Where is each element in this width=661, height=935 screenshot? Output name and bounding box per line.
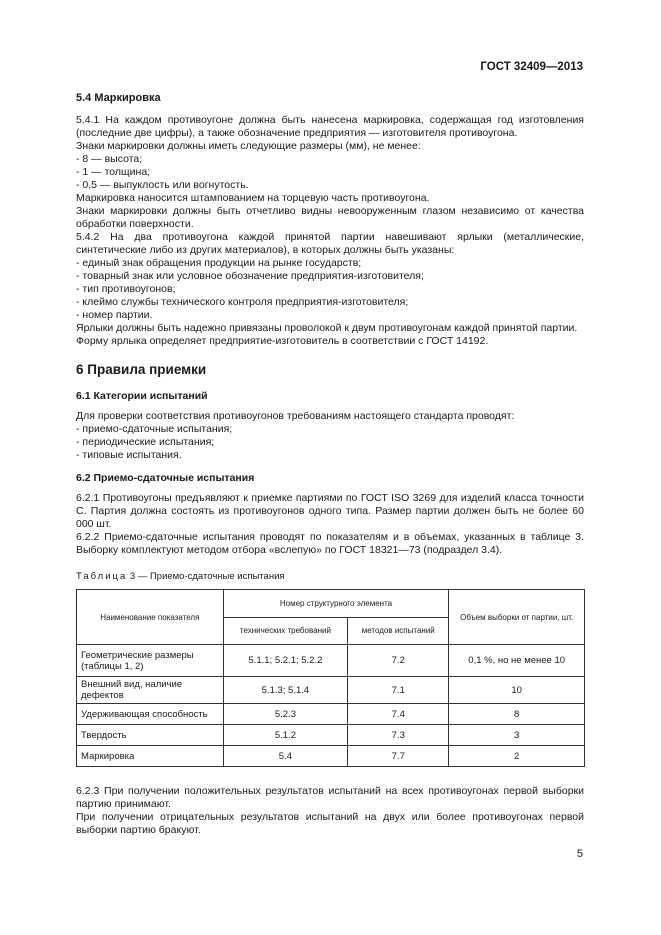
table-row	[77, 704, 585, 725]
table-header-row	[77, 590, 585, 618]
table-caption-text: 3 — Приемо-сдаточные испытания	[129, 571, 285, 582]
paragraph: Маркировка наносится штампованием на торцевую часть противоугона.	[76, 192, 430, 204]
table-cell: 8	[449, 704, 585, 725]
table-cell: 7.1	[348, 677, 449, 704]
paragraph: Ярлыки должны быть надежно привязаны проволокой к двум противоугонам каждой принятой партии.	[76, 322, 578, 334]
table-caption	[76, 571, 584, 583]
paragraph: 5.4.2 На два противоугона каждой принятой партии навешивают ярлыки (металлические, синтетические либо из других материалов), в которых должны быть указаны:	[76, 231, 584, 256]
paragraph: 6.2.1 Противоугоны предъявляют к приемке партиями по ГОСТ ISO 3269 для изделий класса точности С. Партия должна состоять из противоугонов одного типа. Размер партии должен быть не более 60 000 шт.	[76, 492, 584, 530]
list-item: - товарный знак или условное обозначение предприятия-изготовителя;	[76, 270, 424, 282]
table-cell: 3	[449, 725, 585, 746]
size-list	[76, 153, 584, 192]
table-row	[77, 645, 585, 677]
list-item: - 8 — высота;	[76, 153, 143, 165]
table-cell: 10	[449, 677, 585, 704]
table-cell: Маркировка	[77, 746, 224, 767]
acceptance-table	[76, 589, 585, 767]
section-title-6: 6 Правила приемки	[76, 362, 207, 377]
list-item: - 0,5 — выпуклость или вогнутость.	[76, 179, 249, 191]
table-row	[77, 677, 585, 704]
paragraph: Для проверки соответствия противоугонов требованиям настоящего стандарта проводят:	[76, 410, 515, 422]
page-number: 5	[576, 848, 583, 860]
list-item: - типовые испытания.	[76, 449, 182, 461]
page-content	[76, 92, 584, 837]
table-row	[77, 746, 585, 767]
table-cell: 5.1.1; 5.2.1; 5.2.2	[223, 645, 348, 677]
header-cell: Объем выборки от партии, шт.	[449, 590, 585, 645]
table-cell: 7.3	[348, 725, 449, 746]
list-item: - периодические испытания;	[76, 436, 215, 448]
header-cell: методов испытаний	[348, 617, 449, 645]
table-cell: 7.7	[348, 746, 449, 767]
paragraph: 5.4.1 На каждом противоугоне должна быть нанесена маркировка, содержащая год изготовления (последние две цифры), а также обозначение предприятия — изготовителя противоугона.	[76, 114, 584, 139]
table-cell: 5.1.3; 5.1.4	[223, 677, 348, 704]
list-item: - клеймо службы технического контроля предприятия-изготовителя;	[76, 296, 409, 308]
paragraph: 6.2.2 Приемо-сдаточные испытания проводят по показателям и в объемах, указанных в таблице 3. Выборку комплектуют методом отбора «вслепую» по ГОСТ 18321—73 (подраздел 3.4).	[76, 531, 584, 556]
table-cell: 0,1 %, но не менее 10	[449, 645, 585, 677]
paragraph: Знаки маркировки должны иметь следующие размеры (мм), не менее:	[76, 140, 421, 152]
table-cell: 7.4	[348, 704, 449, 725]
table-cell: Внешний вид, наличие дефектов	[77, 677, 224, 704]
paragraph: Форму ярлыка определяет предприятие-изготовитель в соответствии с ГОСТ 14192.	[76, 335, 489, 347]
table-cell: Удерживающая способность	[77, 704, 224, 725]
list-item: - приемо-сдаточные испытания;	[76, 423, 233, 435]
paragraph: 6.2.3 При получении положительных результатов испытаний на всех противоугонах первой выборки партию принимают.	[76, 785, 584, 810]
header-cell: Номер структурного элемента	[223, 590, 449, 618]
table-caption-word: Таблица	[76, 571, 128, 582]
paragraph: При получении отрицательных результатов испытаний на двух или более противоугонах первой выборки партию бракуют.	[76, 811, 584, 836]
list-item: - 1 — толщина;	[76, 166, 151, 178]
document-header: ГОСТ 32409—2013	[480, 61, 583, 73]
section-title-6-1: 6.1 Категории испытаний	[76, 390, 208, 402]
list-item: - единый знак обращения продукции на рынке государств;	[76, 257, 362, 269]
paragraph: Знаки маркировки должны быть отчетливо видны невооруженным глазом независимо от качества обработки поверхности.	[76, 205, 584, 230]
table-cell: 5.4	[223, 746, 348, 767]
section-title-5-4: 5.4 Маркировка	[76, 92, 161, 104]
list-item: - номер партии.	[76, 309, 153, 321]
section-title-6-2: 6.2 Приемо-сдаточные испытания	[76, 472, 255, 484]
header-cell: технических требований	[223, 617, 348, 645]
table-cell: Твердость	[77, 725, 224, 746]
list-item: - тип противоугонов;	[76, 283, 176, 295]
table-row	[77, 725, 585, 746]
table-cell: 7.2	[348, 645, 449, 677]
header-cell: Наименование показателя	[77, 590, 224, 645]
table-cell: Геометрические размеры (таблицы 1, 2)	[77, 645, 224, 677]
table-cell: 5.1.2	[223, 725, 348, 746]
test-category-list	[76, 423, 584, 462]
label-list	[76, 257, 584, 322]
table-cell: 5.2.3	[223, 704, 348, 725]
table-cell: 2	[449, 746, 585, 767]
